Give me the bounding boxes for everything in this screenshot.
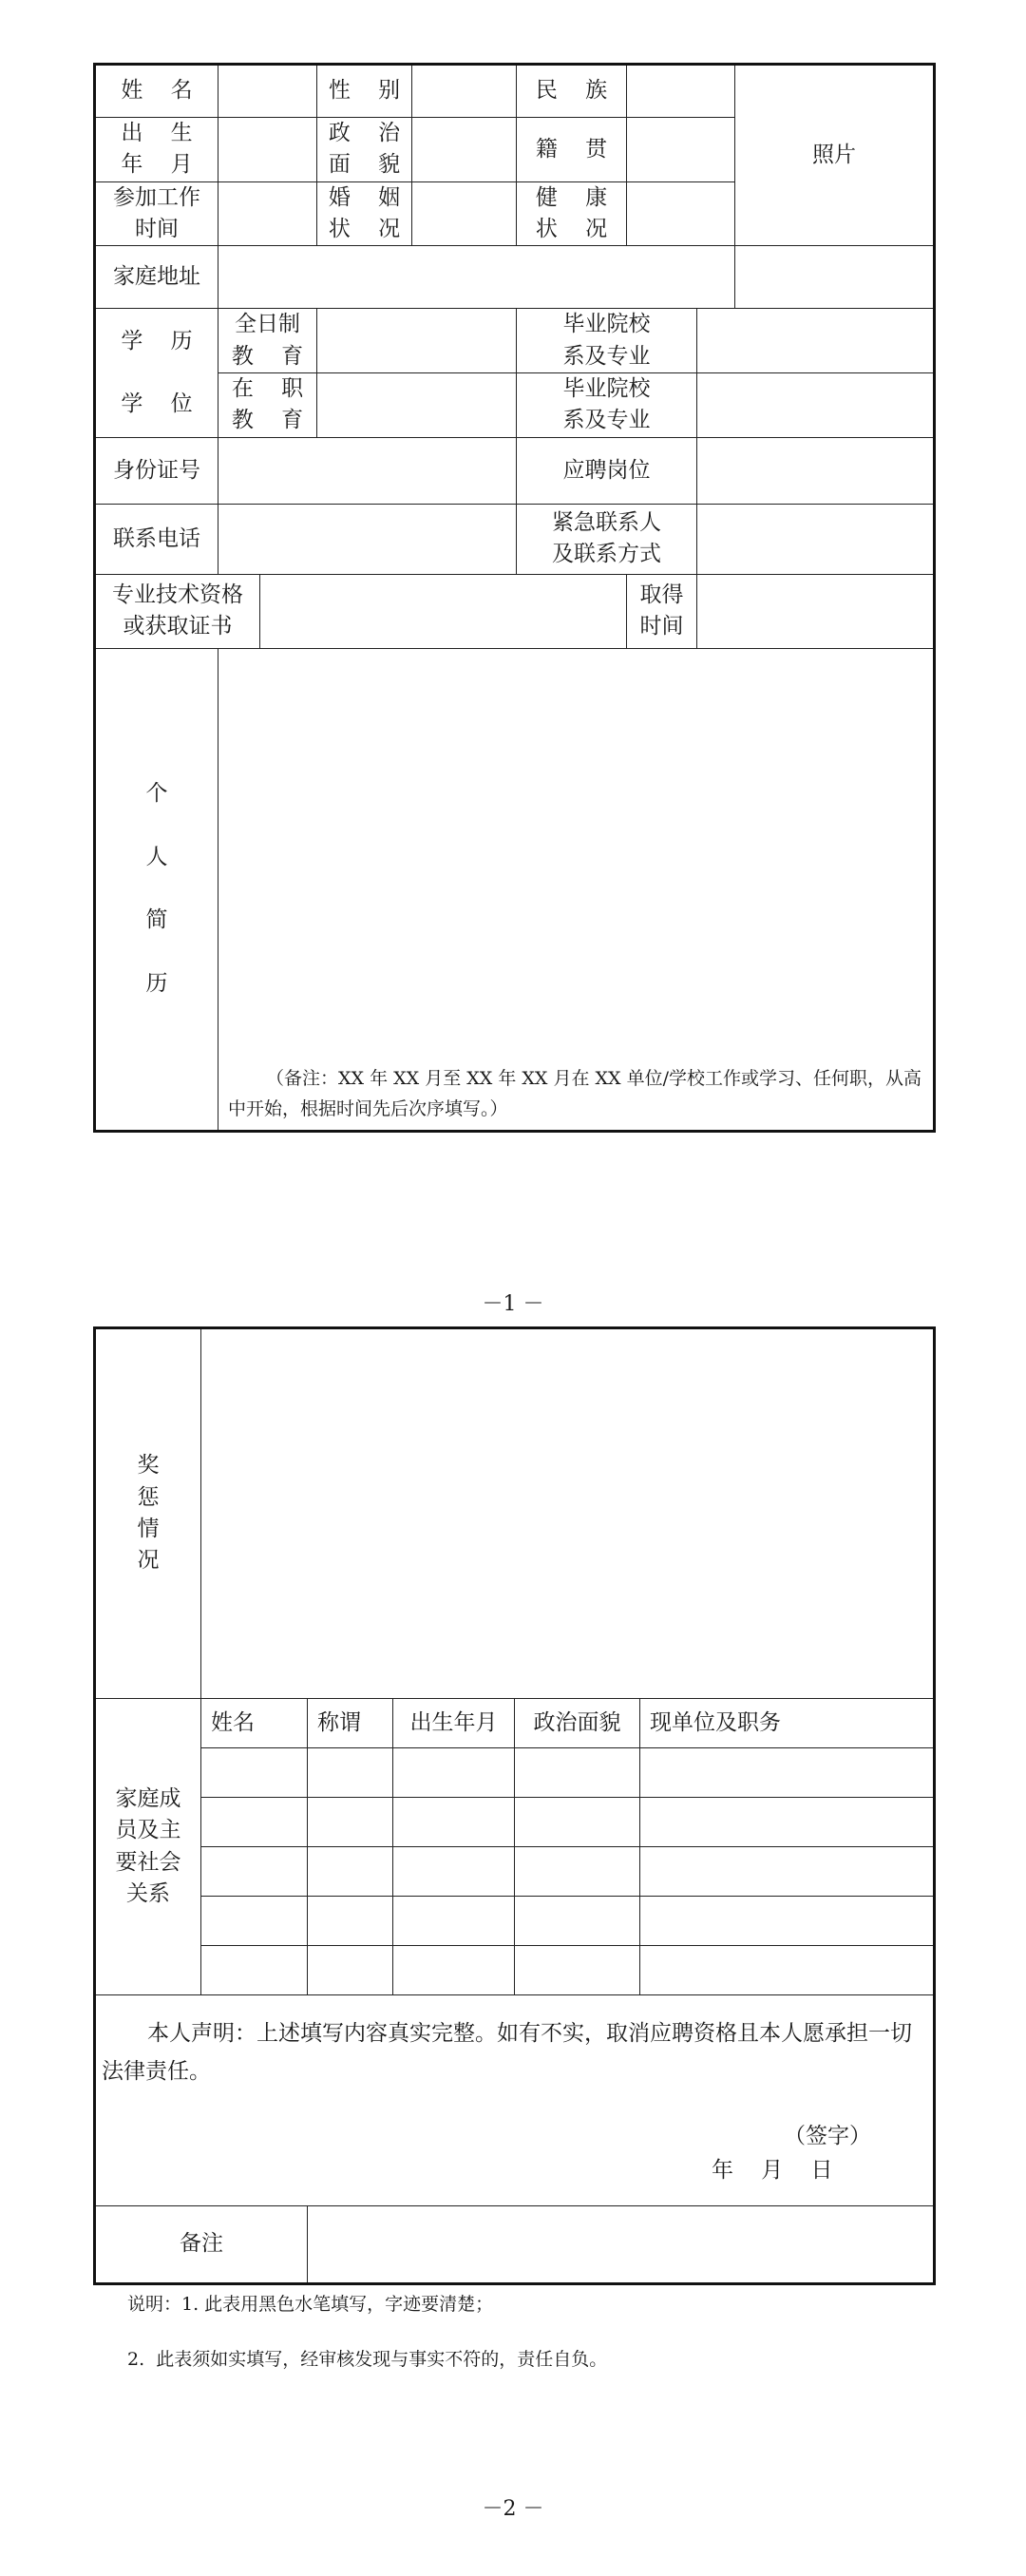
application-form-page1 bbox=[93, 63, 936, 1133]
family-cell[interactable] bbox=[515, 1897, 640, 1946]
position-label: 应聘岗位 bbox=[517, 437, 697, 504]
family-cell[interactable] bbox=[640, 1798, 935, 1847]
political-label: 政 治 面 貌 bbox=[317, 118, 412, 182]
family-header-birth: 出生年月 bbox=[393, 1699, 515, 1748]
address-blank bbox=[735, 246, 935, 309]
name-label: 姓 名 bbox=[95, 65, 218, 118]
native-label: 籍 贯 bbox=[517, 118, 627, 182]
family-header-political: 政治面貌 bbox=[515, 1699, 640, 1748]
id-field[interactable] bbox=[218, 437, 517, 504]
family-cell[interactable] bbox=[393, 1897, 515, 1946]
work-start-label: 参加工作 时间 bbox=[95, 181, 218, 246]
family-cell[interactable] bbox=[308, 1946, 393, 1995]
page-number-2: －2 － bbox=[482, 2497, 544, 2521]
instruction-1: 说明：1. 此表用黑色水笔填写，字迹要清楚； bbox=[127, 2294, 494, 2315]
family-label: 家庭成 员及主 要社会 关系 bbox=[95, 1699, 201, 1995]
family-cell[interactable] bbox=[640, 1748, 935, 1798]
family-cell[interactable] bbox=[640, 1946, 935, 1995]
date-label: 年 月 日 bbox=[712, 2158, 833, 2183]
family-cell[interactable] bbox=[515, 1748, 640, 1798]
phone-field[interactable] bbox=[218, 504, 517, 574]
name-field[interactable] bbox=[218, 65, 317, 118]
obtain-time-field[interactable] bbox=[697, 574, 935, 648]
marital-field[interactable] bbox=[412, 181, 517, 246]
gender-label: 性 别 bbox=[317, 65, 412, 118]
family-cell[interactable] bbox=[393, 1946, 515, 1995]
resume-note: （备注：XX 年 XX 月至 XX 年 XX 月在 XX 单位/学校工作或学习、任何职，从高中开始，根据时间先后次序填写。） bbox=[228, 1067, 922, 1119]
resume-field[interactable] bbox=[218, 648, 935, 1131]
position-field[interactable] bbox=[697, 437, 935, 504]
parttime-field[interactable] bbox=[317, 373, 517, 438]
school-field-2[interactable] bbox=[697, 373, 935, 438]
address-field[interactable] bbox=[218, 246, 735, 309]
fulltime-label: 全日制 教 育 bbox=[218, 309, 317, 373]
table-row bbox=[95, 1798, 935, 1847]
parttime-label: 在 职 教 育 bbox=[218, 373, 317, 438]
family-cell[interactable] bbox=[308, 1798, 393, 1847]
family-cell[interactable] bbox=[640, 1897, 935, 1946]
remarks-label: 备注 bbox=[95, 2206, 308, 2284]
table-row bbox=[95, 1946, 935, 1995]
work-start-field[interactable] bbox=[218, 181, 317, 246]
school-label-1: 毕业院校 系及专业 bbox=[517, 309, 697, 373]
table-row bbox=[95, 1847, 935, 1897]
family-cell[interactable] bbox=[308, 1897, 393, 1946]
family-cell[interactable] bbox=[201, 1847, 308, 1897]
family-cell[interactable] bbox=[515, 1847, 640, 1897]
native-field[interactable] bbox=[627, 118, 735, 182]
birth-label: 出 生 年 月 bbox=[95, 118, 218, 182]
application-form-page2 bbox=[93, 1326, 936, 2285]
emergency-label: 紧急联系人 及联系方式 bbox=[517, 504, 697, 574]
education-label: 学 历 学 位 bbox=[95, 309, 218, 437]
family-cell[interactable] bbox=[640, 1847, 935, 1897]
family-cell[interactable] bbox=[393, 1847, 515, 1897]
obtain-time-label: 取得 时间 bbox=[627, 574, 697, 648]
gender-field[interactable] bbox=[412, 65, 517, 118]
remarks-field[interactable] bbox=[308, 2206, 935, 2284]
family-cell[interactable] bbox=[201, 1897, 308, 1946]
family-header-employer: 现单位及职务 bbox=[640, 1699, 935, 1748]
family-cell[interactable] bbox=[393, 1748, 515, 1798]
family-cell[interactable] bbox=[515, 1798, 640, 1847]
ethnicity-label: 民 族 bbox=[517, 65, 627, 118]
family-cell[interactable] bbox=[201, 1748, 308, 1798]
school-label-2: 毕业院校 系及专业 bbox=[517, 373, 697, 438]
photo-box[interactable]: 照片 bbox=[735, 65, 935, 246]
declaration-box bbox=[95, 1995, 935, 2206]
qualification-label: 专业技术资格 或获取证书 bbox=[95, 574, 260, 648]
family-cell[interactable] bbox=[201, 1798, 308, 1847]
page-number-1: －1 － bbox=[482, 1292, 544, 1316]
family-header-name: 姓名 bbox=[201, 1699, 308, 1748]
resume-label: 个 人 简 历 bbox=[95, 648, 218, 1131]
fulltime-field[interactable] bbox=[317, 309, 517, 373]
table-row bbox=[95, 1897, 935, 1946]
awards-label: 奖 惩 情 况 bbox=[95, 1328, 201, 1699]
family-cell[interactable] bbox=[308, 1748, 393, 1798]
signature-label: （签字） bbox=[784, 2124, 871, 2148]
health-label: 健 康 状 况 bbox=[517, 181, 627, 246]
family-cell[interactable] bbox=[515, 1946, 640, 1995]
family-cell[interactable] bbox=[201, 1946, 308, 1995]
qualification-field[interactable] bbox=[260, 574, 627, 648]
marital-label: 婚 姻 状 况 bbox=[317, 181, 412, 246]
political-field[interactable] bbox=[412, 118, 517, 182]
awards-field[interactable] bbox=[201, 1328, 935, 1699]
family-cell[interactable] bbox=[308, 1847, 393, 1897]
address-label: 家庭地址 bbox=[95, 246, 218, 309]
declaration-text: 本人声明：上述填写内容真实完整。如有不实，取消应聘资格且本人愿承担一切法律责任。 bbox=[102, 2021, 912, 2084]
phone-label: 联系电话 bbox=[95, 504, 218, 574]
table-row bbox=[95, 1748, 935, 1798]
emergency-field[interactable] bbox=[697, 504, 935, 574]
id-label: 身份证号 bbox=[95, 437, 218, 504]
instruction-2: 2. 此表须如实填写，经审核发现与事实不符的，责任自负。 bbox=[127, 2349, 608, 2370]
health-field[interactable] bbox=[627, 181, 735, 246]
birth-field[interactable] bbox=[218, 118, 317, 182]
ethnicity-field[interactable] bbox=[627, 65, 735, 118]
family-cell[interactable] bbox=[393, 1798, 515, 1847]
school-field-1[interactable] bbox=[697, 309, 935, 373]
family-header-relation: 称谓 bbox=[308, 1699, 393, 1748]
